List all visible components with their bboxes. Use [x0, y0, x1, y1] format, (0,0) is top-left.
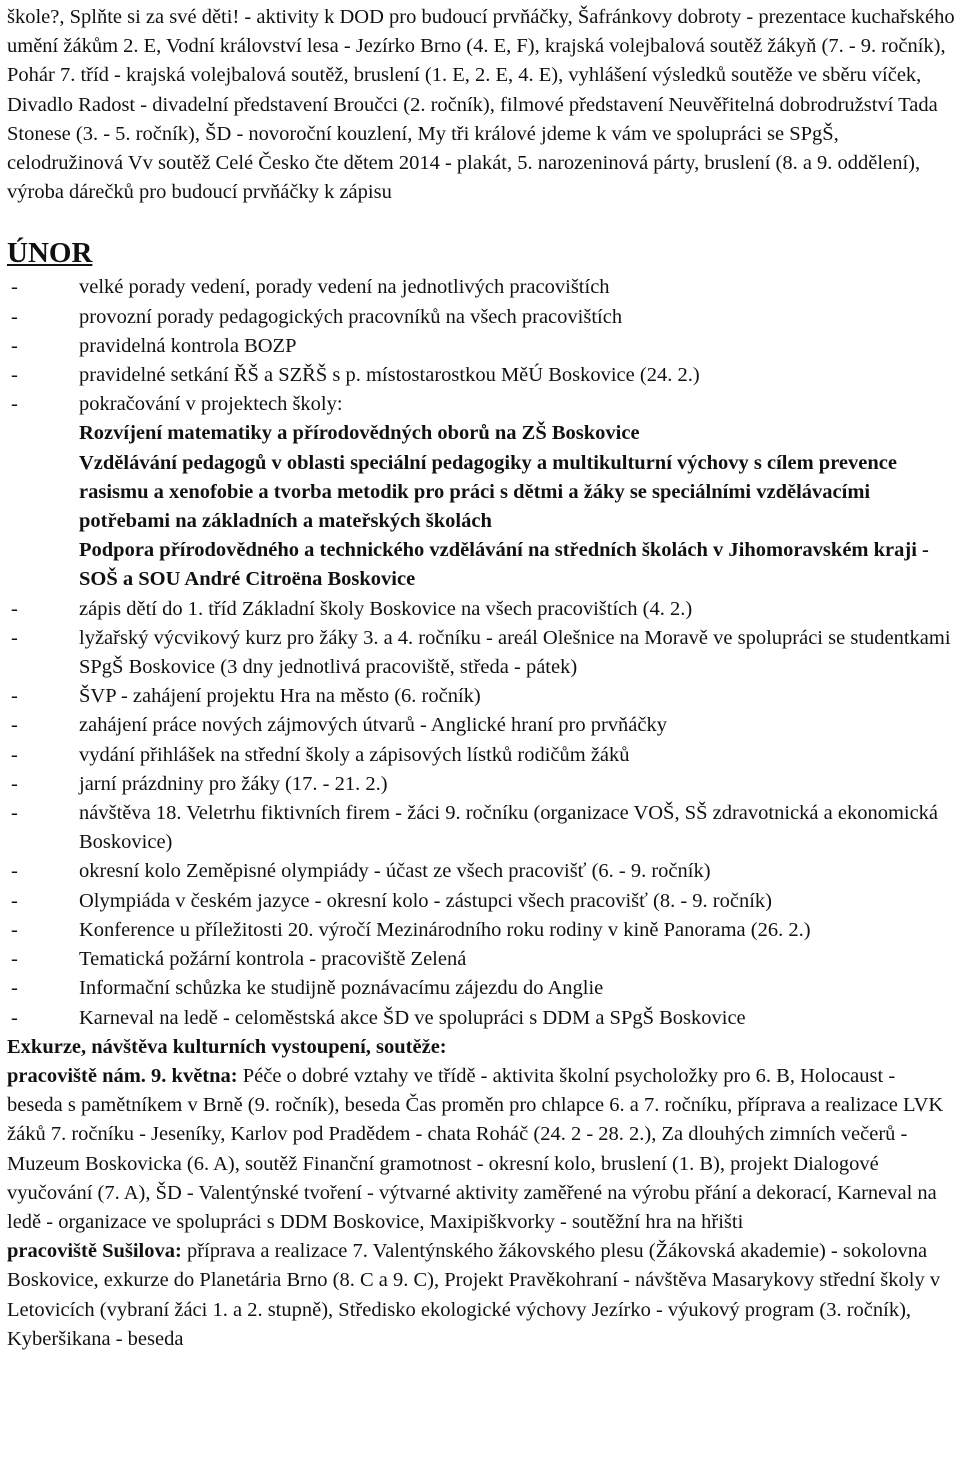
list-item: - Informační schůzka ke studijně poznávacímu zájezdu do Anglie [7, 974, 955, 1003]
document-page [7, 3, 955, 1354]
dash-bullet: - [11, 1006, 18, 1029]
site-paragraph [7, 1062, 955, 1237]
project-title: Vzdělávání pedagogů v oblasti speciální pedagogiky a multikulturní výchovy s cílem prevence rasismu a xenofobie a tvorba metodik pro práci s dětmi a žáky se speciálními vzdělávacími potřebami na základních a mateřských školách [79, 451, 897, 533]
dash-bullet: - [11, 802, 18, 825]
list-item: - pravidelná kontrola BOZP [7, 332, 955, 361]
project-title: Rozvíjení matematiky a přírodovědných oborů na ZŠ Boskovice [79, 422, 640, 445]
dash-bullet: - [11, 714, 18, 737]
list-item: - ŠVP - zahájení projektu Hra na město (6. ročník) [7, 682, 955, 711]
list-item: - Karneval na ledě - celoměstská akce ŠD ve spolupráci s DDM a SPgŠ Boskovice [7, 1004, 955, 1033]
list-item: - jarní prázdniny pro žáky (17. - 21. 2.) [7, 770, 955, 799]
dash-bullet: - [11, 393, 18, 416]
list-item: - zahájení práce nových zájmových útvarů - Anglické hraní pro prvňáčky [7, 711, 955, 740]
dash-bullet: - [11, 364, 18, 387]
excursions-heading: Exkurze, návštěva kulturních vystoupení, soutěže: [7, 1035, 447, 1058]
dash-bullet: - [11, 772, 18, 795]
dash-bullet: - [11, 276, 18, 299]
dash-bullet: - [11, 889, 18, 912]
dash-bullet: - [11, 743, 18, 766]
list-item: - lyžařský výcvikový kurz pro žáky 3. a 4. ročníku - areál Olešnice na Moravě ve spolupráci se studentkami SPgŠ Boskovice (3 dny jednotlivá pracoviště, středa - pátek) [7, 624, 955, 682]
dash-bullet: - [11, 918, 18, 941]
list-item: - zápis dětí do 1. tříd Základní školy Boskovice na všech pracovištích (4. 2.) [7, 595, 955, 624]
list-item: - provozní porady pedagogických pracovníků na všech pracovištích [7, 303, 955, 332]
list-item: - okresní kolo Zeměpisné olympiády - účast ze všech pracovišť (6. - 9. ročník) [7, 857, 955, 886]
dash-bullet: - [11, 334, 18, 357]
list-item: - vydání přihlášek na střední školy a zápisových lístků rodičům žáků [7, 741, 955, 770]
list-item: - Olympiáda v českém jazyce - okresní kolo - zástupci všech pracovišť (8. - 9. ročník) [7, 887, 955, 916]
dash-bullet: - [11, 305, 18, 328]
site-text: příprava a realizace 7. Valentýnského žákovského plesu (Žákovská akademie) - sokolovna Boskovice, exkurze do Planetária Brno (8. C a 9. C), Projekt Pravěkohraní - návštěva Masarykovy střední školy v Letovicích (vybraní žáci 1. a 2. stupně), Středisko ekologické výchovy Jezírko - výukový program (3. ročník), Kyberšikana - beseda [7, 1240, 941, 1350]
dash-bullet: - [11, 977, 18, 1000]
list-item: - Tematická požární kontrola - pracoviště Zelená [7, 945, 955, 974]
dash-bullet: - [11, 597, 18, 620]
month-heading: ÚNOR [7, 237, 93, 270]
list-item: - návštěva 18. Veletrhu fiktivních firem - žáci 9. ročníku (organizace VOŠ, SŠ zdravotnická a ekonomická Boskovice) [7, 799, 955, 857]
site-paragraph [7, 1237, 955, 1354]
dash-bullet: - [11, 948, 18, 971]
dash-bullet: - [11, 860, 18, 883]
list-item: - Konference u příležitosti 20. výročí Mezinárodního roku rodiny v kině Panorama (26. 2.) [7, 916, 955, 945]
month-list-before [7, 273, 955, 419]
intro-paragraph: škole?, Splňte si za své děti! - aktivity k DOD pro budoucí prvňáčky, Šafránkovy dobroty - prezentace kuchařského umění žákům 2. E, Vodní království lesa - Jezírko Brno (4. E, F), krajská volejbalová soutěž žákyň (7. - 9. ročník), Pohár 7. tříd - krajská volejbalová soutěž, bruslení (1. E, 2. E, 4. E), vyhlášení výsledků soutěže ve sběru víček, Divadlo Radost - divadelní představení Broučci (2. ročník), filmové představení Neuvěřitelná dobrodružství Tada Stonese (3. - 5. ročník), ŠD - novoroční kouzlení, My tři králové jdeme k vám ve spolupráci se SPgŠ, celodružinová Vv soutěž Celé Česko čte dětem 2014 - plakát, 5. narozeninová párty, bruslení (8. a 9. oddělení), výroba dárečků pro budoucí prvňáčky k zápisu [7, 6, 955, 204]
month-list-after [7, 595, 955, 1033]
list-item: - velké porady vedení, porady vedení na jednotlivých pracovištích [7, 273, 955, 302]
site-label: pracoviště Sušilova: [7, 1240, 182, 1263]
project-title: Podpora přírodovědného a technického vzdělávání na středních školách v Jihomoravském kraji - SOŠ a SOU André Citroëna Boskovice [79, 539, 929, 591]
dash-bullet: - [11, 685, 18, 708]
project-list [7, 419, 955, 594]
site-text: Péče o dobré vztahy ve třídě - aktivita školní psycholožky pro 6. B, Holocaust - beseda s pamětníkem v Brně (9. ročník), beseda Čas proměn pro chlapce 6. a 7. ročníku, příprava a realizace LVK žáků 7. ročníku - Jeseníky, Karlov pod Pradědem - chata Roháč (24. 2 - 28. 2.), Za dlouhých zimních večerů - Muzeum Boskovicka (6. A), soutěž Finanční gramotnost - okresní kolo, bruslení (1. B), projekt Dialogové vyučování (7. A), ŠD - Valentýnské tvoření - výtvarné aktivity zaměřené na výrobu přání a dekorací, Karneval na ledě - organizace ve spolupráci s DDM Boskovice, Maxipiškvorky - soutěžní hra na hřišti [7, 1064, 944, 1233]
dash-bullet: - [11, 626, 18, 649]
list-item: - pokračování v projektech školy: [7, 390, 955, 419]
list-item: - pravidelné setkání ŘŠ a SZŘŠ s p. místostarostkou MěÚ Boskovice (24. 2.) [7, 361, 955, 390]
site-label: pracoviště nám. 9. května: [7, 1064, 238, 1087]
